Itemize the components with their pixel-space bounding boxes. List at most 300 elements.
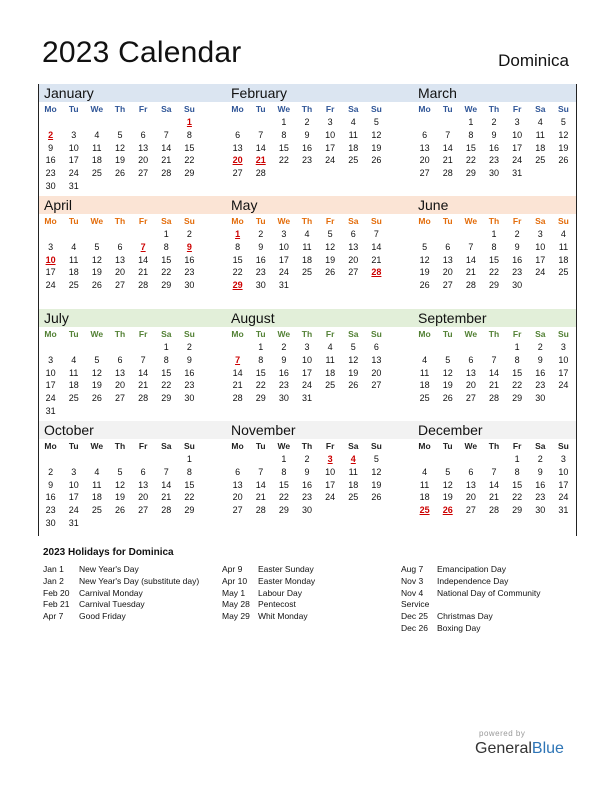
empty-cell [85,405,108,418]
day-cell: 16 [535,367,546,378]
day-cell: 1 [514,342,520,352]
day-cell: 29 [255,393,266,404]
day-cell: 27 [138,168,149,179]
day-cell: 4 [94,466,100,477]
day-cell: 7 [468,241,474,252]
week-row [413,241,575,254]
day-cell: 21 [232,380,243,391]
holiday-name: Christmas Day [437,611,493,622]
weekday-label: We [277,216,291,226]
day-cell: 2 [537,454,543,464]
holiday-name: Good Friday [79,611,126,622]
brand-logo: GeneralBlue [475,740,564,757]
day-cell: 9 [48,142,54,153]
day-cell: 5 [445,354,451,365]
day-cell: 16 [512,254,523,265]
day-cell: 19 [371,479,382,490]
weekday-label: Su [370,329,382,339]
weekday-header [226,102,388,116]
week-row [39,517,201,530]
day-cell: 15 [184,142,195,153]
day-cell: 10 [45,367,56,378]
day-cell: 25 [91,505,102,516]
day-cell: 27 [348,267,359,278]
day-cell: 22 [278,492,289,503]
day-cell: 6 [235,129,241,140]
day-cell: 11 [419,479,430,490]
holiday-name: Emancipation Day [437,564,506,574]
day-cell: 15 [184,479,195,490]
day-cell: 26 [558,155,569,166]
weekday-label: Sa [535,216,546,226]
day-cell: 8 [281,129,287,140]
day-cell: 21 [138,267,149,278]
weekday-label: Th [488,329,500,339]
day-cell: 21 [255,492,266,503]
day-cell: 8 [163,354,169,365]
day-cell: 16 [535,479,546,490]
month-august [226,309,388,405]
day-cell: 13 [138,479,149,490]
weekday-label: Fr [325,441,335,451]
day-cell: 27 [465,505,476,516]
day-cell: 5 [560,117,566,127]
empty-cell [295,167,318,180]
day-cell: 9 [537,466,543,477]
day-cell: 1 [491,229,497,239]
day-cell: 27 [232,505,243,516]
month-november [226,421,388,517]
empty-cell [132,341,155,354]
holiday-date: May 28 [222,599,250,610]
holiday-name: New Year's Day (substitute day) [79,575,200,586]
day-cell: 21 [138,380,149,391]
day-cell: 13 [114,254,125,265]
day-cell: 29 [161,280,172,291]
powered-by: powered by [479,729,526,738]
weekday-label: We [464,329,478,339]
holiday-column [222,564,315,623]
day-cell: 3 [48,354,54,365]
day-cell: 6 [235,466,241,477]
weekday-label: Su [557,329,569,339]
week-row [413,279,575,292]
holiday-name: Pentecost [258,599,296,610]
day-cell: 20 [232,492,243,503]
day-cell: 4 [537,117,543,127]
day-cell: 1 [281,454,287,464]
week-row [39,491,201,504]
holiday-name: Whit Monday [258,611,308,622]
month-name: May [226,196,388,214]
week-row [39,453,201,466]
day-cell: 21 [488,492,499,503]
month-name: February [226,84,388,102]
day-cell: 23 [301,155,312,166]
week-row [226,167,388,180]
day-cell: 19 [114,155,125,166]
day-cell: 30 [535,393,546,404]
week-row [226,453,388,466]
day-cell: 17 [68,155,79,166]
weekday-label: Th [301,441,313,451]
empty-cell [482,341,505,354]
empty-cell [529,279,552,292]
holiday-day: 7 [140,241,146,252]
day-cell: 6 [445,241,451,252]
empty-cell [178,405,201,418]
week-row [413,479,575,492]
day-cell: 17 [535,254,546,265]
empty-cell [365,167,388,180]
weekday-label: Sa [535,441,546,451]
day-cell: 6 [468,354,474,365]
holiday-day: 21 [255,155,266,166]
day-cell: 12 [558,129,569,140]
day-cell: 23 [535,380,546,391]
week-row [226,479,388,492]
day-cell: 30 [184,393,195,404]
day-cell: 9 [281,354,287,365]
day-cell: 30 [301,505,312,516]
empty-cell [365,279,388,292]
empty-cell [365,504,388,517]
day-cell: 10 [535,241,546,252]
empty-cell [342,504,365,517]
holiday-date: Apr 9 [222,564,243,574]
day-cell: 26 [348,380,359,391]
weekday-label: Th [114,216,126,226]
week-row [39,167,201,180]
day-cell: 26 [442,393,453,404]
day-cell: 6 [422,129,428,140]
day-cell: 31 [45,405,56,416]
month-october [39,421,201,530]
day-cell: 23 [278,380,289,391]
month-december [413,421,575,517]
day-cell: 13 [465,367,476,378]
day-cell: 1 [163,342,169,352]
day-cell: 12 [348,354,359,365]
day-cell: 8 [468,129,474,140]
weekday-label: Fr [138,216,148,226]
empty-cell [459,341,482,354]
holiday-day: 4 [350,454,356,464]
day-cell: 1 [258,342,264,352]
weekday-label: We [277,104,291,114]
day-cell: 18 [68,380,79,391]
day-cell: 11 [69,254,79,265]
empty-cell [249,116,272,129]
empty-cell [155,405,178,418]
day-cell: 14 [161,479,172,490]
day-cell: 29 [184,168,195,179]
empty-cell [62,341,85,354]
weekday-label: Tu [255,329,266,339]
day-cell: 17 [558,367,569,378]
month-name: September [413,309,575,327]
day-cell: 14 [255,142,266,153]
holiday-item [401,564,540,576]
day-cell: 14 [442,142,453,153]
month-may [226,196,388,292]
month-name: October [39,421,201,439]
day-cell: 9 [514,241,520,252]
empty-cell [482,453,505,466]
day-cell: 15 [465,142,476,153]
day-cell: 29 [184,505,195,516]
day-cell: 3 [560,342,566,352]
week-row [39,241,201,254]
weekday-label: Tu [255,441,266,451]
day-cell: 15 [278,479,289,490]
holiday-day: 1 [186,117,192,127]
day-cell: 22 [161,267,172,278]
weekday-label: Sa [348,216,359,226]
day-cell: 19 [325,254,336,265]
day-cell: 8 [186,466,192,477]
day-cell: 3 [71,466,77,477]
week-row [413,466,575,479]
weekday-label: Mo [44,104,57,114]
weekday-label: Th [114,104,126,114]
day-cell: 7 [140,354,146,365]
day-cell: 14 [371,241,382,252]
day-cell: 24 [558,380,569,391]
day-cell: 13 [114,367,125,378]
empty-cell [62,453,85,466]
day-cell: 22 [512,380,523,391]
weekday-label: We [277,329,291,339]
weekday-label: Sa [535,329,546,339]
day-cell: 4 [94,129,100,140]
weekday-label: We [90,216,104,226]
day-cell: 8 [163,241,169,252]
day-cell: 1 [281,117,287,127]
week-row [413,453,575,466]
week-row [413,266,575,279]
day-cell: 4 [560,229,566,239]
empty-cell [85,453,108,466]
week-row [226,392,388,405]
day-cell: 9 [186,354,192,365]
day-cell: 28 [161,505,172,516]
day-cell: 9 [48,479,54,490]
day-cell: 28 [138,280,149,291]
weekday-header [413,214,575,228]
day-cell: 27 [442,280,453,291]
weekday-header [413,102,575,116]
day-cell: 27 [465,393,476,404]
day-cell: 2 [186,229,192,239]
day-cell: 10 [301,354,312,365]
day-cell: 27 [419,168,430,179]
day-cell: 6 [140,129,146,140]
day-cell: 26 [419,280,430,291]
week-row [39,479,201,492]
holidays-title: 2023 Holidays for Dominica [43,547,174,558]
day-cell: 4 [422,354,428,365]
day-cell: 11 [92,479,102,490]
day-cell: 16 [45,492,56,503]
week-row [413,491,575,504]
day-cell: 4 [71,354,77,365]
day-cell: 22 [161,380,172,391]
day-cell: 7 [445,129,451,140]
weekday-label: Th [488,441,500,451]
weekday-label: Su [557,216,569,226]
holiday-item [401,588,540,600]
weekday-label: Mo [231,329,244,339]
day-cell: 27 [138,505,149,516]
day-cell: 17 [301,367,312,378]
weekday-label: Tu [68,441,79,451]
weekday-label: Tu [255,216,266,226]
week-row [413,142,575,155]
weekday-label: Sa [161,216,172,226]
empty-cell [39,453,62,466]
day-cell: 22 [512,492,523,503]
day-cell: 18 [558,254,569,265]
day-cell: 3 [281,229,287,239]
weekday-label: We [90,329,104,339]
day-cell: 6 [468,466,474,477]
day-cell: 6 [117,241,123,252]
holiday-name: Easter Monday [258,575,316,586]
day-cell: 26 [114,505,125,516]
week-row [39,266,201,279]
holiday-item [43,588,199,600]
day-cell: 25 [535,155,546,166]
day-cell: 2 [48,466,54,477]
weekday-label: Su [183,104,195,114]
holiday-item [401,611,540,623]
holiday-column [43,564,199,623]
day-cell: 20 [442,267,453,278]
day-cell: 26 [325,267,336,278]
week-row [226,241,388,254]
day-cell: 28 [442,168,453,179]
day-cell: 19 [419,267,430,278]
day-cell: 25 [301,267,312,278]
empty-cell [155,453,178,466]
empty-cell [413,228,436,241]
month-name: December [413,421,575,439]
day-cell: 30 [512,280,523,291]
empty-cell [552,392,575,405]
day-cell: 29 [161,393,172,404]
day-cell: 31 [278,280,289,291]
week-row [39,466,201,479]
week-row [413,392,575,405]
week-row [39,254,201,267]
empty-cell [319,279,342,292]
weekday-label: Sa [348,441,359,451]
day-cell: 8 [186,129,192,140]
day-cell: 15 [488,254,499,265]
empty-cell [62,116,85,129]
day-cell: 19 [371,142,382,153]
month-name: June [413,196,575,214]
day-cell: 6 [140,466,146,477]
day-cell: 1 [468,117,474,127]
day-cell: 1 [186,454,192,464]
day-cell: 6 [117,354,123,365]
page-title: 2023 Calendar [42,36,242,69]
week-row [39,228,201,241]
empty-cell [108,341,131,354]
week-row [413,354,575,367]
holiday-item [222,576,315,588]
holiday-name: New Year's Day [79,564,139,574]
day-cell: 14 [138,367,149,378]
day-cell: 29 [278,505,289,516]
day-cell: 2 [186,342,192,352]
week-row [413,341,575,354]
day-cell: 10 [68,142,79,153]
day-cell: 30 [45,180,56,191]
day-cell: 26 [114,168,125,179]
weekday-label: Tu [442,216,453,226]
day-cell: 27 [371,380,382,391]
weekday-label: Fr [138,441,148,451]
day-cell: 3 [514,117,520,127]
week-row [39,154,201,167]
weekday-label: We [464,104,478,114]
weekday-label: Mo [44,329,57,339]
day-cell: 9 [537,354,543,365]
day-cell: 8 [491,241,497,252]
week-row [226,341,388,354]
day-cell: 30 [184,280,195,291]
day-cell: 13 [348,241,359,252]
day-cell: 12 [91,367,102,378]
week-row [226,491,388,504]
week-row [39,341,201,354]
day-cell: 11 [69,367,79,378]
empty-cell [319,167,342,180]
day-cell: 28 [161,168,172,179]
holiday-item [43,564,199,576]
day-cell: 17 [558,479,569,490]
day-cell: 24 [68,505,79,516]
day-cell: 12 [442,479,453,490]
day-cell: 4 [422,466,428,477]
weekday-label: Mo [231,441,244,451]
holiday-item [222,588,315,600]
day-cell: 29 [465,168,476,179]
month-september [413,309,575,405]
day-cell: 25 [68,393,79,404]
weekday-label: Th [488,104,500,114]
day-cell: 30 [278,393,289,404]
empty-cell [552,167,575,180]
day-cell: 18 [301,254,312,265]
day-cell: 27 [114,393,125,404]
weekday-label: Fr [512,329,522,339]
day-cell: 10 [278,241,289,252]
day-cell: 8 [514,466,520,477]
day-cell: 11 [558,241,569,252]
day-cell: 15 [161,254,172,265]
empty-cell [85,341,108,354]
weekday-label: Mo [418,216,431,226]
weekday-label: Fr [512,216,522,226]
day-cell: 10 [558,354,569,365]
day-cell: 6 [350,229,356,239]
day-cell: 22 [488,267,499,278]
week-row [39,354,201,367]
